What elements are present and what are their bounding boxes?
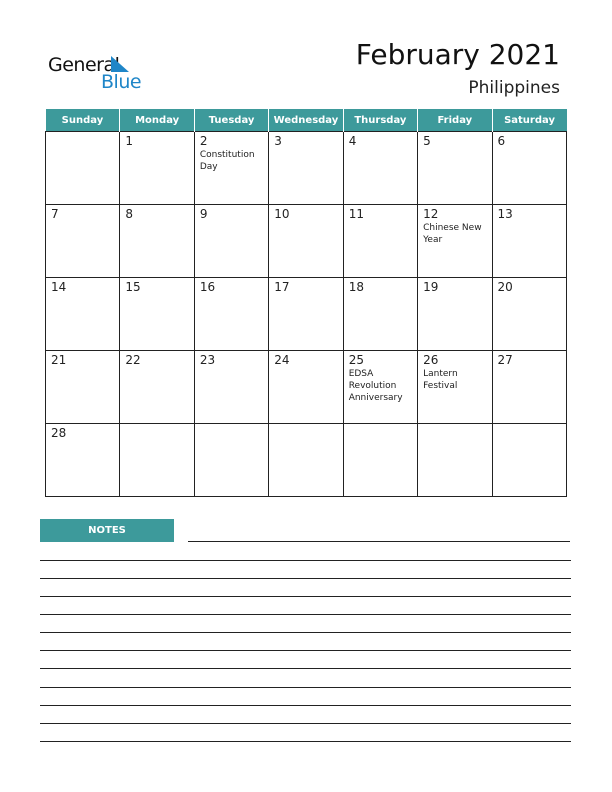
day-number: 9 [199, 207, 208, 221]
day-number: 6 [497, 134, 506, 148]
calendar-day-cell [418, 132, 492, 205]
day-number: 13 [497, 207, 513, 221]
notes-line [40, 560, 571, 561]
notes-header: NOTES [40, 519, 174, 542]
day-number: 26 [423, 353, 439, 367]
calendar-day-cell [269, 278, 343, 351]
holiday-label: Lantern Festival [423, 369, 458, 391]
calendar-day-cell [46, 424, 120, 497]
weekday-header: Sunday [46, 109, 120, 132]
holiday-label: EDSA Revolution Anniversary [348, 369, 403, 403]
calendar-day-cell [269, 132, 343, 205]
logo-triangle-icon [111, 56, 129, 72]
day-number: 28 [51, 426, 67, 440]
calendar-day-cell [492, 278, 566, 351]
day-number [344, 424, 417, 426]
day-number [269, 424, 342, 426]
notes-line [188, 541, 570, 542]
day-number: 4 [348, 134, 357, 148]
day-number [120, 424, 193, 426]
calendar-week-row [46, 132, 567, 205]
calendar-day-cell [46, 351, 120, 424]
day-number: 20 [497, 280, 513, 294]
weekday-header: Friday [418, 109, 492, 132]
calendar-day-cell [46, 132, 120, 205]
notes-line [40, 596, 571, 597]
day-number: 23 [199, 353, 216, 367]
day-number: 27 [497, 353, 513, 367]
calendar-day-cell [492, 424, 566, 497]
calendar-grid [45, 109, 567, 497]
day-number: 8 [125, 207, 134, 221]
calendar-day-cell [343, 278, 417, 351]
calendar-day-cell [194, 278, 268, 351]
day-number: 22 [125, 353, 141, 367]
calendar-day-cell [120, 351, 194, 424]
notes-line [40, 705, 571, 706]
calendar-day-cell [46, 278, 120, 351]
calendar-day-cell [120, 278, 194, 351]
calendar-day-cell [418, 351, 492, 424]
day-number [46, 132, 119, 134]
calendar-week-row [46, 278, 567, 351]
month-year-title: February 2021 [355, 38, 560, 71]
day-number: 12 [423, 207, 439, 221]
calendar-day-cell [343, 205, 417, 278]
calendar-day-cell [269, 351, 343, 424]
day-number [418, 424, 491, 426]
notes-line [40, 632, 571, 633]
notes-line [40, 687, 571, 688]
notes-line [40, 668, 571, 669]
calendar-day-cell [194, 351, 268, 424]
day-number: 3 [274, 134, 282, 148]
calendar-day-cell [46, 205, 120, 278]
calendar-day-cell [492, 132, 566, 205]
day-number: 14 [51, 280, 67, 294]
calendar-day-cell [194, 424, 268, 497]
calendar-week-row [46, 351, 567, 424]
calendar-day-cell [343, 424, 417, 497]
weekday-header-row [46, 109, 567, 132]
calendar-week-row [46, 205, 567, 278]
notes-line [40, 741, 571, 742]
day-number: 7 [51, 207, 59, 221]
holiday-label: Chinese New Year [423, 223, 482, 245]
calendar-day-cell [418, 205, 492, 278]
calendar-day-cell [194, 132, 268, 205]
calendar-day-cell [343, 351, 417, 424]
logo-text-general: General [48, 54, 120, 76]
weekday-header: Thursday [343, 109, 417, 132]
calendar-day-cell [120, 424, 194, 497]
day-number: 18 [348, 280, 364, 294]
day-number: 25 [348, 353, 364, 367]
day-number: 2 [199, 134, 208, 148]
day-number [195, 424, 268, 426]
calendar-day-cell [418, 424, 492, 497]
weekday-header: Monday [120, 109, 194, 132]
weekday-header: Saturday [492, 109, 566, 132]
notes-line [40, 614, 571, 615]
day-number: 16 [199, 280, 216, 294]
day-number: 15 [125, 280, 141, 294]
holiday-label: Constitution Day [199, 150, 255, 172]
day-number: 10 [274, 207, 290, 221]
calendar-week-row [46, 424, 567, 497]
calendar-day-cell [418, 278, 492, 351]
calendar-day-cell [269, 424, 343, 497]
calendar-day-cell [120, 205, 194, 278]
notes-line [40, 650, 571, 651]
calendar-day-cell [194, 205, 268, 278]
calendar-day-cell [343, 132, 417, 205]
day-number: 1 [125, 134, 134, 148]
day-number: 21 [51, 353, 67, 367]
calendar-day-cell [120, 132, 194, 205]
weekday-header: Tuesday [194, 109, 268, 132]
logo-text-blue: Blue [101, 71, 142, 93]
country-label: Philippines [468, 78, 560, 98]
day-number: 17 [274, 280, 290, 294]
calendar-day-cell [492, 205, 566, 278]
day-number: 24 [274, 353, 290, 367]
day-number: 11 [348, 207, 364, 221]
notes-line [40, 578, 571, 579]
notes-line [40, 723, 571, 724]
day-number: 19 [423, 280, 439, 294]
calendar-day-cell [269, 205, 343, 278]
day-number: 5 [423, 134, 431, 148]
day-number [493, 424, 566, 426]
generalblue-logo [48, 54, 158, 94]
weekday-header: Wednesday [269, 109, 343, 132]
calendar-day-cell [492, 351, 566, 424]
